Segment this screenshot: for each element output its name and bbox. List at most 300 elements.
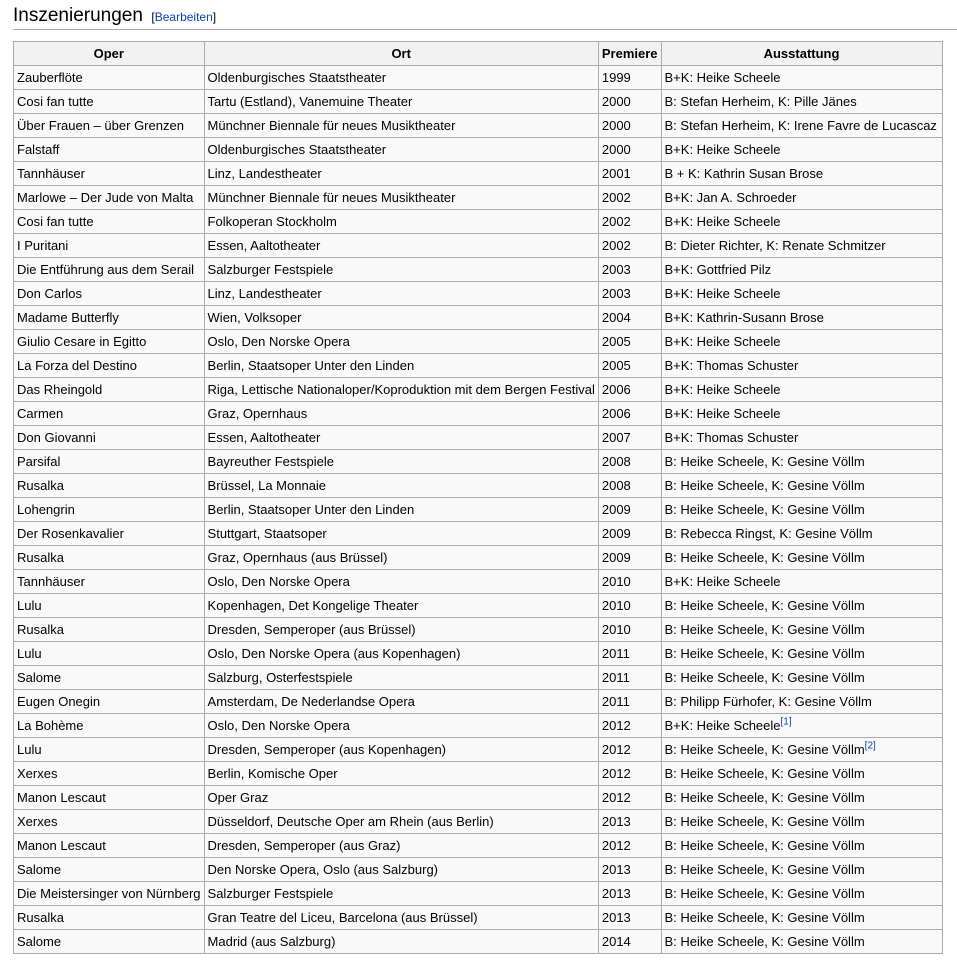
oper-text: Tannhäuser — [17, 574, 85, 589]
section-heading — [13, 4, 957, 30]
ort-text: Den Norske Opera, Oslo (aus Salzburg) — [207, 862, 439, 877]
cell-oper — [14, 378, 205, 402]
ort-text: Salzburger Festspiele — [207, 886, 334, 901]
oper-text: Rusalka — [17, 622, 64, 637]
table-row — [14, 354, 943, 378]
cell-ort — [204, 906, 598, 930]
ort-text: Dresden, Semperoper (aus Kopenhagen) — [207, 742, 447, 757]
reference-superscript — [865, 741, 876, 752]
ort-text: Stuttgart, Staatsoper — [207, 526, 327, 541]
oper-text: Cosi fan tutte — [17, 94, 94, 109]
premiere-text: 2013 — [601, 814, 631, 829]
cell-ort — [204, 306, 598, 330]
ausstattung-text: B: Stefan Herheim, K: Irene Favre de Lucascaz — [664, 118, 937, 133]
cell-oper — [14, 66, 205, 90]
cell-ausstattung — [661, 642, 942, 666]
cell-premiere — [598, 786, 661, 810]
premiere-text: 2010 — [601, 622, 631, 637]
table-row — [14, 786, 943, 810]
table-row — [14, 282, 943, 306]
ausstattung-text: B+K: Heike Scheele — [664, 334, 781, 349]
cell-ort — [204, 354, 598, 378]
cell-ort — [204, 546, 598, 570]
cell-ort — [204, 330, 598, 354]
oper-text: Falstaff — [17, 142, 60, 157]
ort-text: Berlin, Staatsoper Unter den Linden — [207, 358, 415, 373]
premiere-text: 2002 — [601, 238, 631, 253]
section-title: Inszenierungen — [13, 5, 143, 26]
cell-oper — [14, 690, 205, 714]
cell-ort — [204, 738, 598, 762]
cell-ort — [204, 834, 598, 858]
table-row — [14, 114, 943, 138]
premiere-text: 2013 — [601, 910, 631, 925]
premiere-text: 2003 — [601, 286, 631, 301]
cell-premiere — [598, 378, 661, 402]
ort-text: Oldenburgisches Staatstheater — [207, 142, 387, 157]
cell-oper — [14, 282, 205, 306]
cell-oper — [14, 906, 205, 930]
ort-text: Graz, Opernhaus — [207, 406, 308, 421]
cell-premiere — [598, 930, 661, 954]
ort-text: Gran Teatre del Liceu, Barcelona (aus Brüssel) — [207, 910, 478, 925]
ort-text: Graz, Opernhaus (aus Brüssel) — [207, 550, 388, 565]
cell-premiere — [598, 738, 661, 762]
cell-ort — [204, 258, 598, 282]
premiere-text: 2002 — [601, 214, 631, 229]
edit-section-link[interactable]: Bearbeiten — [154, 10, 213, 24]
table-row — [14, 618, 943, 642]
cell-premiere — [598, 186, 661, 210]
ausstattung-text: B: Heike Scheele, K: Gesine Völlm — [664, 814, 865, 829]
cell-premiere — [598, 834, 661, 858]
ort-text: Düsseldorf, Deutsche Oper am Rhein (aus Berlin) — [207, 814, 494, 829]
reference-link[interactable]: [2] — [864, 740, 876, 752]
ort-text: Madrid (aus Salzburg) — [207, 934, 336, 949]
cell-premiere — [598, 330, 661, 354]
premiere-text: 2012 — [601, 838, 631, 853]
cell-ort — [204, 690, 598, 714]
cell-premiere — [598, 882, 661, 906]
ort-text: Dresden, Semperoper (aus Brüssel) — [207, 622, 416, 637]
cell-ausstattung — [661, 762, 942, 786]
ausstattung-text: B: Heike Scheele, K: Gesine Völlm — [664, 454, 865, 469]
oper-text: Tannhäuser — [17, 166, 85, 181]
cell-premiere — [598, 618, 661, 642]
cell-ort — [204, 402, 598, 426]
cell-premiere — [598, 402, 661, 426]
cell-oper — [14, 714, 205, 738]
cell-ausstattung — [661, 594, 942, 618]
premiere-text: 2001 — [601, 166, 631, 181]
oper-text: Xerxes — [17, 814, 58, 829]
cell-premiere — [598, 690, 661, 714]
ort-text: Essen, Aaltotheater — [207, 238, 321, 253]
cell-ort — [204, 426, 598, 450]
cell-oper — [14, 354, 205, 378]
header-ausstattung: Ausstattung — [661, 42, 942, 66]
cell-ausstattung — [661, 474, 942, 498]
premiere-text: 2010 — [601, 598, 631, 613]
ausstattung-text: B+K: Heike Scheele — [664, 286, 781, 301]
cell-ort — [204, 882, 598, 906]
cell-ausstattung — [661, 354, 942, 378]
ausstattung-text: B+K: Heike Scheele — [664, 382, 781, 397]
cell-oper — [14, 138, 205, 162]
cell-ort — [204, 858, 598, 882]
oper-text: Zauberflöte — [17, 70, 83, 85]
table-row — [14, 666, 943, 690]
ort-text: Salzburg, Osterfestspiele — [207, 670, 353, 685]
cell-ort — [204, 810, 598, 834]
ausstattung-text: B: Heike Scheele, K: Gesine Völlm — [664, 910, 865, 925]
ort-text: Amsterdam, De Nederlandse Opera — [207, 694, 415, 709]
cell-ort — [204, 762, 598, 786]
cell-ausstattung — [661, 450, 942, 474]
table-row — [14, 234, 943, 258]
cell-oper — [14, 162, 205, 186]
premiere-text: 2000 — [601, 118, 631, 133]
ort-text: Münchner Biennale für neues Musiktheater — [207, 190, 456, 205]
cell-ort — [204, 666, 598, 690]
cell-oper — [14, 186, 205, 210]
table-row — [14, 210, 943, 234]
cell-ort — [204, 186, 598, 210]
ausstattung-text: B: Heike Scheele, K: Gesine Völlm — [664, 502, 865, 517]
premiere-text: 2012 — [601, 790, 631, 805]
cell-premiere — [598, 258, 661, 282]
ausstattung-text: B: Heike Scheele, K: Gesine Völlm — [664, 766, 865, 781]
premiere-text: 2014 — [601, 934, 631, 949]
ausstattung-text: B: Heike Scheele, K: Gesine Völlm — [664, 478, 865, 493]
ausstattung-text: B: Stefan Herheim, K: Pille Jänes — [664, 94, 857, 109]
oper-text: Rusalka — [17, 910, 64, 925]
premiere-text: 2008 — [601, 478, 631, 493]
cell-ausstattung — [661, 666, 942, 690]
cell-ausstattung — [661, 546, 942, 570]
cell-premiere — [598, 474, 661, 498]
cell-premiere — [598, 90, 661, 114]
cell-ausstattung — [661, 834, 942, 858]
ausstattung-text: B: Philipp Fürhofer, K: Gesine Völlm — [664, 694, 872, 709]
premiere-text: 2006 — [601, 406, 631, 421]
cell-premiere — [598, 306, 661, 330]
cell-premiere — [598, 354, 661, 378]
premiere-text: 1999 — [601, 70, 631, 85]
premiere-text: 2000 — [601, 94, 631, 109]
cell-ort — [204, 114, 598, 138]
cell-oper — [14, 210, 205, 234]
cell-oper — [14, 426, 205, 450]
oper-text: Manon Lescaut — [17, 838, 106, 853]
ort-text: Kopenhagen, Det Kongelige Theater — [207, 598, 419, 613]
table-body — [14, 66, 943, 954]
premiere-text: 2009 — [601, 550, 631, 565]
oper-text: La Forza del Destino — [17, 358, 137, 373]
cell-premiere — [598, 234, 661, 258]
ort-text: Linz, Landestheater — [207, 166, 322, 181]
cell-oper — [14, 810, 205, 834]
oper-text: Rusalka — [17, 478, 64, 493]
table-row — [14, 402, 943, 426]
cell-premiere — [598, 66, 661, 90]
oper-text: Lulu — [17, 742, 42, 757]
table-row — [14, 450, 943, 474]
table-row — [14, 162, 943, 186]
oper-text: Don Giovanni — [17, 430, 96, 445]
cell-ausstattung — [661, 210, 942, 234]
ort-text: Oslo, Den Norske Opera (aus Kopenhagen) — [207, 646, 461, 661]
edit-bracket-open: [ — [151, 10, 155, 24]
oper-text: Salome — [17, 670, 62, 685]
oper-text: Rusalka — [17, 550, 64, 565]
oper-text: Xerxes — [17, 766, 58, 781]
table-row — [14, 474, 943, 498]
ort-text: Münchner Biennale für neues Musiktheater — [207, 118, 456, 133]
ausstattung-text: B: Heike Scheele, K: Gesine Völlm — [664, 862, 865, 877]
cell-premiere — [598, 546, 661, 570]
cell-premiere — [598, 498, 661, 522]
oper-text: Die Entführung aus dem Serail — [17, 262, 195, 277]
ausstattung-text: B: Heike Scheele, K: Gesine Völlm — [664, 886, 865, 901]
cell-ort — [204, 234, 598, 258]
cell-premiere — [598, 282, 661, 306]
cell-ausstattung — [661, 570, 942, 594]
ort-text: Berlin, Komische Oper — [207, 766, 338, 781]
cell-ort — [204, 378, 598, 402]
cell-oper — [14, 546, 205, 570]
premiere-text: 2012 — [601, 742, 631, 757]
edit-bracket-close: ] — [212, 10, 217, 24]
cell-ort — [204, 930, 598, 954]
table-row — [14, 642, 943, 666]
cell-ort — [204, 618, 598, 642]
cell-ausstattung — [661, 690, 942, 714]
ausstattung-text: B+K: Heike Scheele — [664, 574, 781, 589]
oper-text: Cosi fan tutte — [17, 214, 94, 229]
cell-ausstattung — [661, 282, 942, 306]
ausstattung-text: B+K: Heike Scheele — [664, 718, 781, 733]
cell-oper — [14, 450, 205, 474]
cell-premiere — [598, 570, 661, 594]
ausstattung-text: B: Heike Scheele, K: Gesine Völlm — [664, 622, 865, 637]
oper-text: Marlowe – Der Jude von Malta — [17, 190, 194, 205]
premiere-text: 2013 — [601, 862, 631, 877]
cell-premiere — [598, 426, 661, 450]
cell-oper — [14, 258, 205, 282]
cell-oper — [14, 90, 205, 114]
ausstattung-text: B: Heike Scheele, K: Gesine Völlm — [664, 838, 865, 853]
table-row — [14, 738, 943, 762]
oper-text: La Bohème — [17, 718, 84, 733]
premiere-text: 2007 — [601, 430, 631, 445]
ort-text: Folkoperan Stockholm — [207, 214, 337, 229]
table-row — [14, 546, 943, 570]
premiere-text: 2011 — [601, 670, 630, 685]
oper-text: Die Meistersinger von Nürnberg — [17, 886, 201, 901]
cell-oper — [14, 570, 205, 594]
cell-ort — [204, 786, 598, 810]
cell-oper — [14, 306, 205, 330]
header-premiere: Premiere — [598, 42, 661, 66]
ort-text: Oslo, Den Norske Opera — [207, 334, 350, 349]
ausstattung-text: B + K: Kathrin Susan Brose — [664, 166, 824, 181]
oper-text: Parsifal — [17, 454, 61, 469]
ort-text: Oslo, Den Norske Opera — [207, 718, 350, 733]
ausstattung-text: B+K: Heike Scheele — [664, 70, 781, 85]
cell-ort — [204, 594, 598, 618]
reference-superscript — [781, 717, 792, 728]
ort-text: Tartu (Estland), Vanemuine Theater — [207, 94, 413, 109]
cell-ausstattung — [661, 906, 942, 930]
cell-premiere — [598, 906, 661, 930]
ausstattung-text: B: Dieter Richter, K: Renate Schmitzer — [664, 238, 886, 253]
table-row — [14, 930, 943, 954]
oper-text: Salome — [17, 934, 62, 949]
premiere-text: 2010 — [601, 574, 631, 589]
cell-ausstattung — [661, 930, 942, 954]
ort-text: Riga, Lettische Nationaloper/Koproduktion mit dem Bergen Festival — [207, 382, 595, 397]
cell-oper — [14, 642, 205, 666]
cell-premiere — [598, 138, 661, 162]
premiere-text: 2009 — [601, 502, 631, 517]
table-row — [14, 498, 943, 522]
table-row — [14, 594, 943, 618]
oper-text: Lulu — [17, 646, 42, 661]
oper-text: I Puritani — [17, 238, 69, 253]
ort-text: Berlin, Staatsoper Unter den Linden — [207, 502, 415, 517]
cell-ort — [204, 642, 598, 666]
header-ort: Ort — [204, 42, 598, 66]
ort-text: Oper Graz — [207, 790, 269, 805]
cell-ausstattung — [661, 882, 942, 906]
reference-link[interactable]: [1] — [780, 716, 792, 728]
oper-text: Das Rheingold — [17, 382, 103, 397]
ausstattung-text: B: Heike Scheele, K: Gesine Völlm — [664, 742, 865, 757]
oper-text: Giulio Cesare in Egitto — [17, 334, 147, 349]
ausstattung-text: B+K: Kathrin-Susann Brose — [664, 310, 824, 325]
ausstattung-text: B: Heike Scheele, K: Gesine Völlm — [664, 934, 865, 949]
ausstattung-text: B+K: Thomas Schuster — [664, 430, 799, 445]
premiere-text: 2009 — [601, 526, 631, 541]
cell-premiere — [598, 858, 661, 882]
cell-premiere — [598, 162, 661, 186]
ort-text: Salzburger Festspiele — [207, 262, 334, 277]
cell-ort — [204, 282, 598, 306]
edit-section — [151, 10, 216, 24]
ausstattung-text: B+K: Heike Scheele — [664, 142, 781, 157]
cell-oper — [14, 666, 205, 690]
table-row — [14, 882, 943, 906]
table-row — [14, 834, 943, 858]
oper-text: Eugen Onegin — [17, 694, 101, 709]
cell-ausstattung — [661, 786, 942, 810]
cell-ort — [204, 570, 598, 594]
cell-oper — [14, 882, 205, 906]
cell-premiere — [598, 666, 661, 690]
cell-ort — [204, 714, 598, 738]
table-row — [14, 378, 943, 402]
ausstattung-text: B+K: Thomas Schuster — [664, 358, 799, 373]
table-row — [14, 714, 943, 738]
cell-ort — [204, 498, 598, 522]
cell-ausstattung — [661, 426, 942, 450]
cell-premiere — [598, 714, 661, 738]
ort-text: Dresden, Semperoper (aus Graz) — [207, 838, 401, 853]
cell-oper — [14, 858, 205, 882]
ausstattung-text: B: Heike Scheele, K: Gesine Völlm — [664, 598, 865, 613]
oper-text: Lulu — [17, 598, 42, 613]
cell-oper — [14, 402, 205, 426]
cell-ausstattung — [661, 258, 942, 282]
cell-ausstattung — [661, 66, 942, 90]
table-row — [14, 306, 943, 330]
premiere-text: 2005 — [601, 358, 631, 373]
cell-ausstattung — [661, 714, 942, 738]
cell-ort — [204, 450, 598, 474]
cell-ort — [204, 210, 598, 234]
cell-premiere — [598, 450, 661, 474]
cell-oper — [14, 786, 205, 810]
oper-text: Über Frauen – über Grenzen — [17, 118, 184, 133]
ausstattung-text: B: Heike Scheele, K: Gesine Völlm — [664, 646, 865, 661]
cell-ort — [204, 138, 598, 162]
table-row — [14, 186, 943, 210]
table-row — [14, 330, 943, 354]
premiere-text: 2002 — [601, 190, 631, 205]
ausstattung-text: B+K: Heike Scheele — [664, 406, 781, 421]
oper-text: Salome — [17, 862, 62, 877]
table-row — [14, 906, 943, 930]
cell-ausstattung — [661, 234, 942, 258]
premiere-text: 2011 — [601, 646, 630, 661]
header-oper: Oper — [14, 42, 205, 66]
premiere-text: 2012 — [601, 766, 631, 781]
cell-oper — [14, 618, 205, 642]
cell-ausstattung — [661, 186, 942, 210]
cell-ausstattung — [661, 330, 942, 354]
cell-ausstattung — [661, 306, 942, 330]
ort-text: Brüssel, La Monnaie — [207, 478, 327, 493]
cell-premiere — [598, 642, 661, 666]
table-row — [14, 762, 943, 786]
premiere-text: 2011 — [601, 694, 630, 709]
table-row — [14, 810, 943, 834]
cell-ausstattung — [661, 378, 942, 402]
table-row — [14, 90, 943, 114]
cell-oper — [14, 330, 205, 354]
oper-text: Manon Lescaut — [17, 790, 106, 805]
cell-ausstattung — [661, 618, 942, 642]
premiere-text: 2003 — [601, 262, 631, 277]
cell-premiere — [598, 522, 661, 546]
cell-ort — [204, 162, 598, 186]
ort-text: Essen, Aaltotheater — [207, 430, 321, 445]
ausstattung-text: B: Heike Scheele, K: Gesine Völlm — [664, 550, 865, 565]
cell-oper — [14, 834, 205, 858]
cell-ausstattung — [661, 858, 942, 882]
cell-ausstattung — [661, 138, 942, 162]
oper-text: Der Rosenkavalier — [17, 526, 124, 541]
cell-ausstattung — [661, 738, 942, 762]
premiere-text: 2006 — [601, 382, 631, 397]
ausstattung-text: B: Rebecca Ringst, K: Gesine Völlm — [664, 526, 873, 541]
premiere-text: 2012 — [601, 718, 631, 733]
premiere-text: 2013 — [601, 886, 631, 901]
cell-ort — [204, 90, 598, 114]
cell-oper — [14, 930, 205, 954]
table-row — [14, 426, 943, 450]
